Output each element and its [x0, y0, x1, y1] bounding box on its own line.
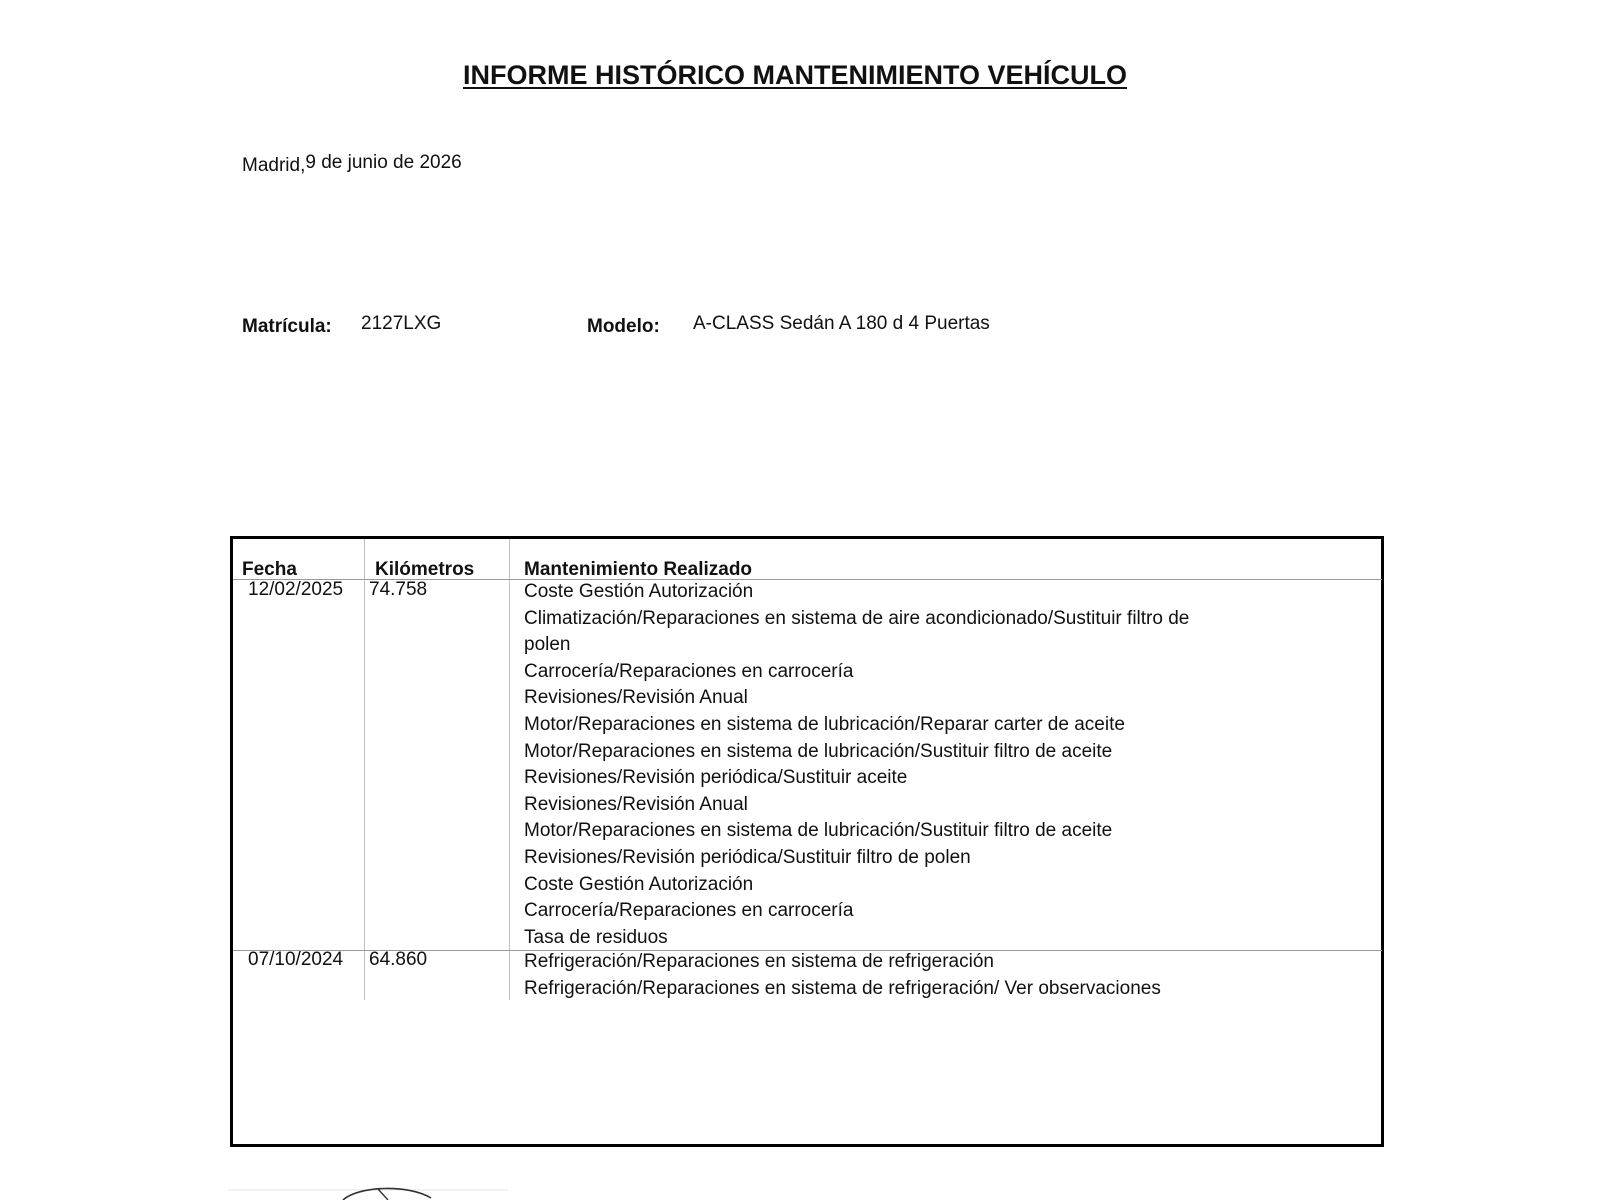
- maintenance-item: Tasa de residuos: [524, 926, 668, 948]
- header-km: Kilómetros: [375, 559, 475, 580]
- maintenance-item: Refrigeración/Reparaciones en sistema de refrigeración: [524, 951, 994, 972]
- model-value: A-CLASS Sedán A 180 d 4 Puertas: [693, 313, 990, 334]
- maintenance-item: Motor/Reparaciones en sistema de lubricación/Sustituir filtro de aceite: [524, 820, 1113, 842]
- report-title: INFORME HISTÓRICO MANTENIMIENTO VEHÍCULO: [462, 60, 1127, 90]
- maintenance-list: [524, 949, 1344, 1002]
- plate-value: 2127LXG: [361, 313, 442, 334]
- plate-label: Matrícula:: [242, 316, 332, 337]
- maintenance-item: Motor/Reparaciones en sistema de lubricación/Reparar carter de aceite: [524, 713, 1125, 735]
- model-label: Modelo:: [587, 316, 660, 337]
- maintenance-table: [230, 536, 1384, 1147]
- report-date: 9 de junio de 2026: [305, 152, 462, 173]
- column-divider: [364, 539, 365, 1000]
- signature-stamp: [228, 1186, 508, 1200]
- column-divider: [509, 539, 510, 1000]
- report-city: Madrid,: [242, 155, 306, 176]
- row-km: 74.758: [369, 579, 428, 600]
- maintenance-list: [524, 579, 1224, 951]
- maintenance-item: Revisiones/Revisión periódica/Sustituir filtro de polen: [524, 846, 971, 868]
- maintenance-item: polen: [524, 634, 571, 656]
- row-date: 07/10/2024: [248, 949, 344, 970]
- maintenance-item: Carrocería/Reparaciones en carrocería: [524, 900, 854, 922]
- maintenance-item: Revisiones/Revisión Anual: [524, 687, 748, 709]
- maintenance-item: Refrigeración/Reparaciones en sistema de refrigeración/ Ver observaciones: [524, 977, 1161, 999]
- maintenance-item: Revisiones/Revisión periódica/Sustituir aceite: [524, 767, 908, 789]
- maintenance-item: Climatización/Reparaciones en sistema de aire acondicionado/Sustituir filtro de: [524, 607, 1190, 629]
- row-date: 12/02/2025: [248, 579, 344, 600]
- maintenance-item: Revisiones/Revisión Anual: [524, 793, 748, 815]
- header-date: Fecha: [242, 559, 297, 580]
- place-date: [242, 152, 462, 174]
- maintenance-item: Carrocería/Reparaciones en carrocería: [524, 660, 854, 682]
- row-km: 64.860: [369, 949, 428, 970]
- maintenance-item: Coste Gestión Autorización: [524, 581, 754, 602]
- header-maintenance: Mantenimiento Realizado: [524, 559, 753, 580]
- signature-graphic: [228, 1186, 508, 1200]
- maintenance-item: Coste Gestión Autorización: [524, 873, 754, 895]
- maintenance-item: Motor/Reparaciones en sistema de lubricación/Sustituir filtro de aceite: [524, 740, 1113, 762]
